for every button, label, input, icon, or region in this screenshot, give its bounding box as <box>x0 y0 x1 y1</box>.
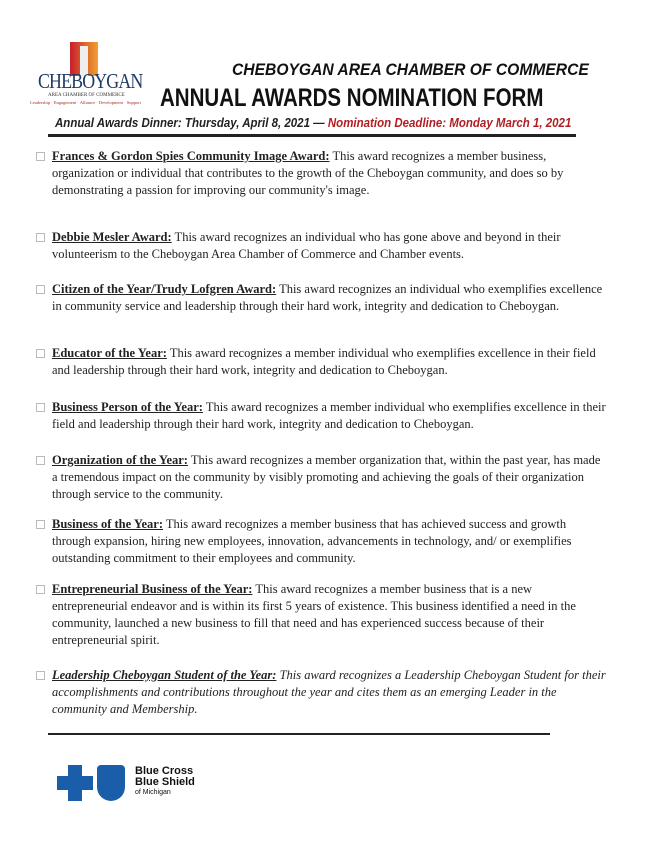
sponsor-line1: Blue Cross <box>135 765 194 777</box>
award-title: Citizen of the Year/Trudy Lofgren Award: <box>52 282 277 296</box>
award-description: This award recognizes a member business that is a new entrepreneurial endeavor and is within its first 5 years of existence. This business identified a need in the community, launched a new business to fill that need and has experienced success because of their entrepreneurial spirit. <box>52 582 576 647</box>
award-item <box>36 229 608 263</box>
award-checkbox[interactable] <box>36 456 45 465</box>
page-title: ANNUAL AWARDS NOMINATION FORM <box>160 84 544 112</box>
award-title: Business Person of the Year: <box>52 400 203 414</box>
award-checkbox[interactable] <box>36 285 45 294</box>
award-checkbox[interactable] <box>36 403 45 412</box>
award-checkbox[interactable] <box>36 520 45 529</box>
blue-shield-icon <box>97 765 125 801</box>
award-title: Frances & Gordon Spies Community Image Award: <box>52 149 330 163</box>
award-item <box>36 148 608 199</box>
award-item <box>36 399 608 433</box>
sponsor-line3: of Michigan <box>135 789 171 796</box>
blue-cross-icon <box>57 765 93 801</box>
award-checkbox[interactable] <box>36 152 45 161</box>
dates-line <box>55 115 571 131</box>
logo-subtitle: AREA CHAMBER OF COMMERCE <box>48 93 125 98</box>
award-checkbox[interactable] <box>36 585 45 594</box>
chamber-logo <box>30 42 148 104</box>
award-title: Business of the Year: <box>52 517 163 531</box>
award-description: This award recognizes an individual who exemplifies excellence in community service and leadership through their hard work, integrity and dedication to Cheboygan. <box>52 282 603 313</box>
award-description: This award recognizes a member business, organization or individual that contributes to the growth of the Cheboygan community, and does so by demonstrating a passion for improving our community's image. <box>52 149 564 197</box>
award-title: Debbie Mesler Award: <box>52 230 172 244</box>
award-description: This award recognizes a member individual who exemplifies excellence in their field and leadership through their hard work, integrity and dedication to Cheboygan. <box>52 400 606 431</box>
award-item <box>36 452 608 503</box>
award-description: This award recognizes a member individual who exemplifies excellence in their field and leadership through their hard work, integrity and dedication to Cheboygan. <box>52 346 596 377</box>
nomination-deadline: Nomination Deadline: Monday March 1, 2021 <box>327 116 572 130</box>
award-description: This award recognizes a Leadership Cheboygan Student for their accomplishments and contributions throughout the year and cites them as an emerging Leader in the community and Membership. <box>52 668 606 716</box>
footer-divider <box>48 733 550 735</box>
logo-tagline: Leadership · Engagement · Alliance · Development · Support <box>30 100 141 105</box>
award-title: Leadership Cheboygan Student of the Year: <box>52 668 277 682</box>
logo-name: CHEBOYGAN <box>38 69 143 93</box>
award-title: Organization of the Year: <box>52 453 188 467</box>
award-title: Entrepreneurial Business of the Year: <box>52 582 253 596</box>
award-item <box>36 281 608 315</box>
header-divider <box>48 134 576 137</box>
award-description: This award recognizes a member organization that, within the past year, has made a tremendous impact on the community by visibly promoting and achieving the goals of their organization through service to the community. <box>52 453 601 501</box>
award-item <box>36 667 608 718</box>
award-description: This award recognizes an individual who has gone above and beyond in their volunteerism to the Cheboygan Area Chamber of Commerce and Chamber events. <box>52 230 561 261</box>
award-item <box>36 516 608 567</box>
org-name: CHEBOYGAN AREA CHAMBER OF COMMERCE <box>232 60 589 79</box>
award-checkbox[interactable] <box>36 671 45 680</box>
award-checkbox[interactable] <box>36 349 45 358</box>
award-description: This award recognizes a member business that has achieved success and growth through expansion, hiring new employees, innovation, advancements in technology, and/ or exemplifies outstanding commitment to their employees and community. <box>52 517 572 565</box>
sponsor-line2: Blue Shield <box>135 776 195 788</box>
dinner-date: Annual Awards Dinner: Thursday, April 8, 2021 — <box>55 116 328 130</box>
award-checkbox[interactable] <box>36 233 45 242</box>
award-title: Educator of the Year: <box>52 346 167 360</box>
award-item <box>36 345 608 379</box>
award-item <box>36 581 608 649</box>
